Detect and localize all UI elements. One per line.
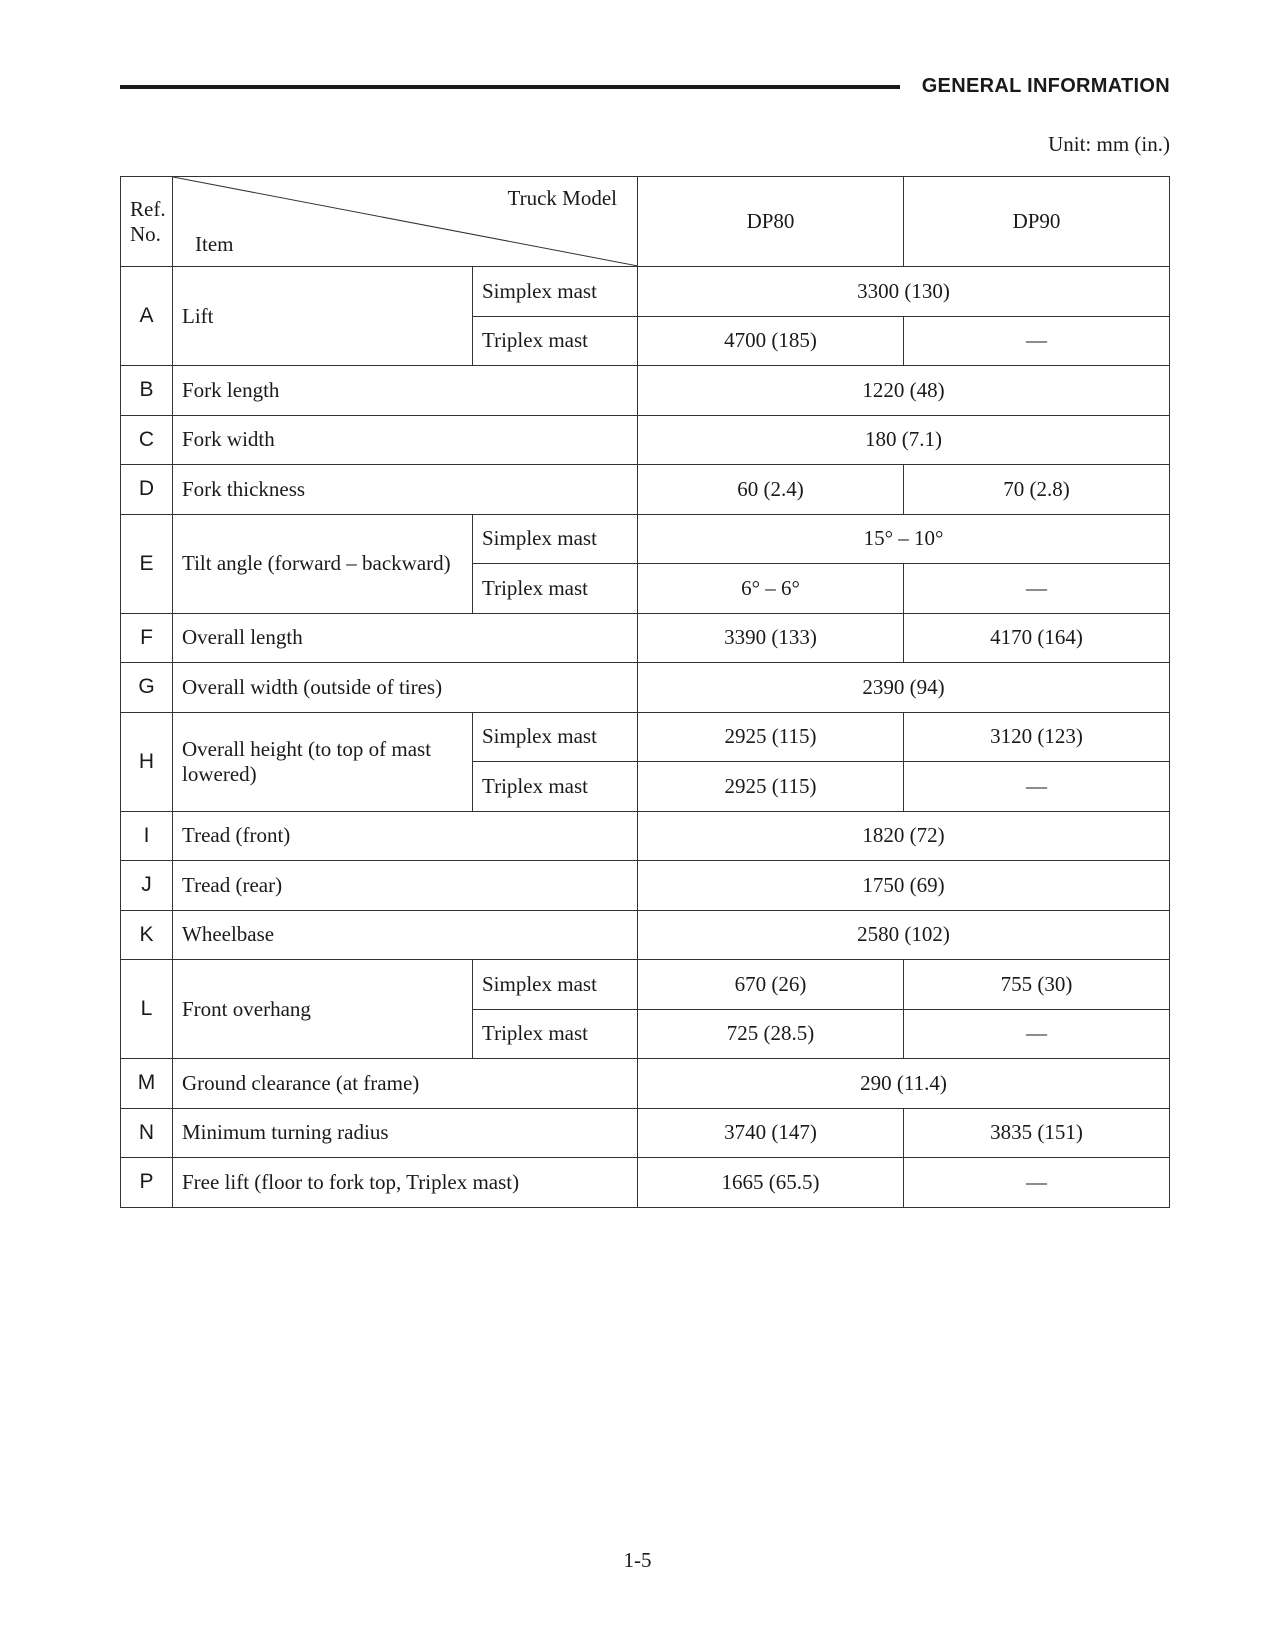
item-cell: Lift (173, 267, 473, 366)
value-cell-dp90: 3120 (123) (904, 712, 1170, 762)
item-line-1: Overall height (to top of mast (182, 736, 432, 761)
ref-no-header (121, 177, 173, 267)
table-header-row (121, 177, 1170, 267)
table-row (121, 811, 1170, 861)
ref-cell: L (121, 960, 173, 1059)
ref-cell: I (121, 811, 173, 861)
sub-item-cell: Triplex mast (473, 762, 638, 812)
ref-cell: B (121, 366, 173, 416)
item-model-header (173, 177, 638, 267)
item-label: Item (195, 232, 234, 256)
ref-cell: M (121, 1059, 173, 1109)
ref-cell: J (121, 861, 173, 911)
value-cell: 290 (11.4) (638, 1059, 1170, 1109)
model-header-dp90: DP90 (904, 177, 1170, 267)
value-cell: 180 (7.1) (638, 415, 1170, 465)
sub-item-cell: Simplex mast (473, 712, 638, 762)
value-cell-dp80: 2925 (115) (638, 712, 904, 762)
item-cell: Overall width (outside of tires) (173, 663, 638, 713)
table-row (121, 910, 1170, 960)
table-row (121, 1108, 1170, 1158)
ref-cell: P (121, 1158, 173, 1208)
dimensions-table (120, 176, 1170, 1208)
item-cell: Fork thickness (173, 465, 638, 515)
item-cell: Fork width (173, 415, 638, 465)
ref-cell: F (121, 613, 173, 663)
sub-item-cell: Simplex mast (473, 267, 638, 317)
value-cell-dp90: 70 (2.8) (904, 465, 1170, 515)
value-cell-dp80: 670 (26) (638, 960, 904, 1010)
ref-cell: N (121, 1108, 173, 1158)
value-cell-dp90: 3835 (151) (904, 1108, 1170, 1158)
value-cell: 3300 (130) (638, 267, 1170, 317)
ref-cell: A (121, 267, 173, 366)
table-row (121, 960, 1170, 1010)
sub-item-cell: Triplex mast (473, 564, 638, 614)
item-cell: Free lift (floor to fork top, Triplex mast) (173, 1158, 638, 1208)
item-cell: Wheelbase (173, 910, 638, 960)
table-row (121, 514, 1170, 564)
item-cell: Overall length (173, 613, 638, 663)
value-cell-dp90: — (904, 762, 1170, 812)
value-cell-dp80: 6° – 6° (638, 564, 904, 614)
value-cell-dp80: 60 (2.4) (638, 465, 904, 515)
header-rule (120, 85, 900, 89)
table-row (121, 613, 1170, 663)
sub-item-cell: Triplex mast (473, 1009, 638, 1059)
item-cell: Minimum turning radius (173, 1108, 638, 1158)
table-row (121, 267, 1170, 317)
ref-cell: D (121, 465, 173, 515)
table-row (121, 663, 1170, 713)
value-cell-dp90: — (904, 1158, 1170, 1208)
model-header-dp80: DP80 (638, 177, 904, 267)
item-cell: Tilt angle (forward – backward) (173, 514, 473, 613)
ref-header-line1: Ref. (130, 196, 166, 221)
item-line-2: lowered) (182, 761, 257, 786)
value-cell-dp90: — (904, 316, 1170, 366)
truck-model-label: Truck Model (507, 186, 617, 210)
value-cell: 2390 (94) (638, 663, 1170, 713)
unit-note: Unit: mm (in.) (1048, 132, 1170, 156)
table-row (121, 1059, 1170, 1109)
table-row (121, 415, 1170, 465)
value-cell-dp80: 4700 (185) (638, 316, 904, 366)
value-cell-dp90: 4170 (164) (904, 613, 1170, 663)
ref-cell: K (121, 910, 173, 960)
value-cell-dp80: 3740 (147) (638, 1108, 904, 1158)
value-cell-dp90: 755 (30) (904, 960, 1170, 1010)
item-cell: Tread (rear) (173, 861, 638, 911)
item-cell (173, 712, 473, 811)
table-row (121, 1158, 1170, 1208)
table-row (121, 465, 1170, 515)
ref-header-line2: No. (130, 221, 161, 246)
ref-cell: C (121, 415, 173, 465)
item-cell: Tread (front) (173, 811, 638, 861)
sub-item-cell: Simplex mast (473, 514, 638, 564)
ref-cell: H (121, 712, 173, 811)
value-cell: 1820 (72) (638, 811, 1170, 861)
value-cell-dp90: — (904, 564, 1170, 614)
value-cell-dp80: 725 (28.5) (638, 1009, 904, 1059)
ref-cell: E (121, 514, 173, 613)
table-row (121, 712, 1170, 762)
sub-item-cell: Simplex mast (473, 960, 638, 1010)
item-cell: Fork length (173, 366, 638, 416)
value-cell: 1750 (69) (638, 861, 1170, 911)
section-title: GENERAL INFORMATION (921, 75, 1170, 97)
sub-item-cell: Triplex mast (473, 316, 638, 366)
value-cell: 1220 (48) (638, 366, 1170, 416)
value-cell-dp80: 1665 (65.5) (638, 1158, 904, 1208)
ref-cell: G (121, 663, 173, 713)
value-cell-dp80: 3390 (133) (638, 613, 904, 663)
value-cell: 15° – 10° (638, 514, 1170, 564)
table-row (121, 861, 1170, 911)
item-cell: Front overhang (173, 960, 473, 1059)
value-cell: 2580 (102) (638, 910, 1170, 960)
table-row (121, 366, 1170, 416)
page-number: 1-5 (623, 1548, 652, 1572)
value-cell-dp90: — (904, 1009, 1170, 1059)
item-cell: Ground clearance (at frame) (173, 1059, 638, 1109)
value-cell-dp80: 2925 (115) (638, 762, 904, 812)
